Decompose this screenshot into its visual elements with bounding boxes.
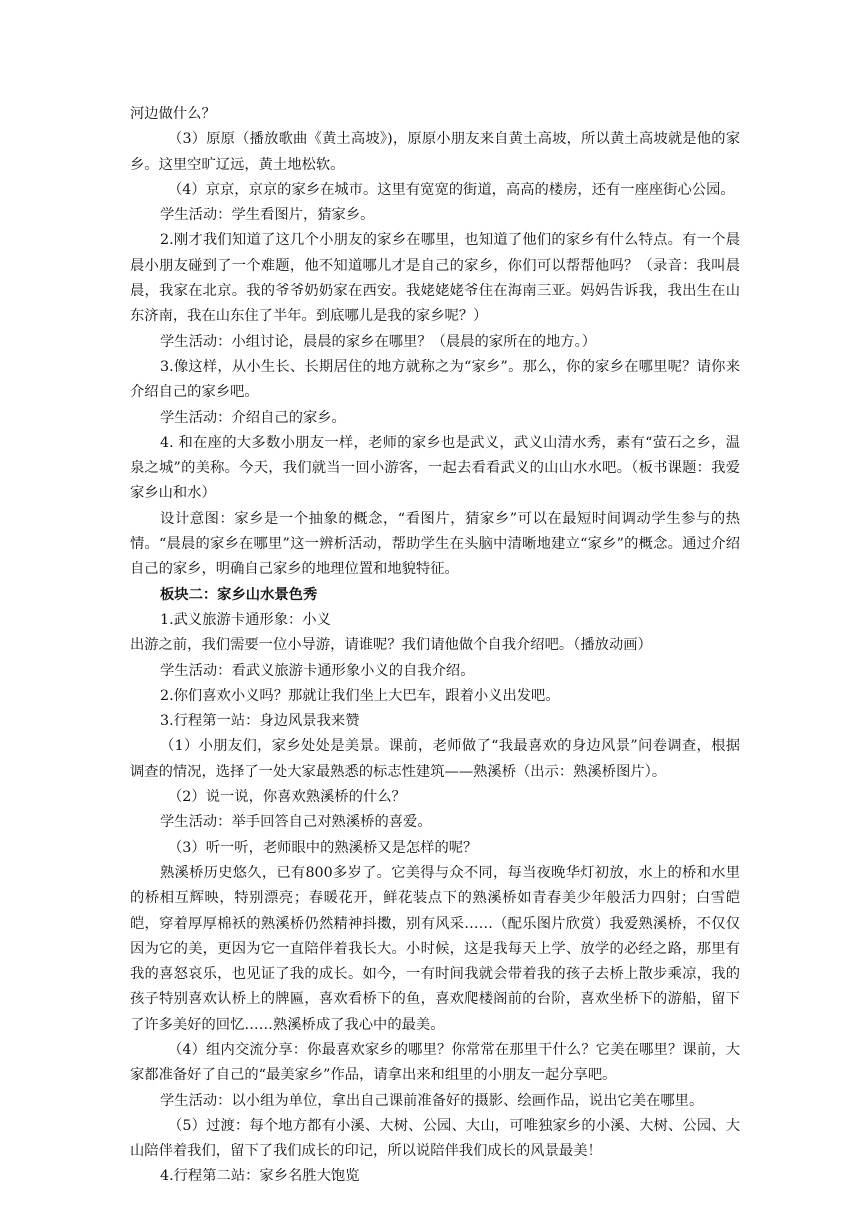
paragraph: 学生活动：小组讨论，晨晨的家乡在哪里？（晨晨的家所在的地方。） [160, 333, 597, 350]
paragraph: 学生活动：介绍自己的家乡。 [160, 409, 346, 426]
paragraph: 出游之前，我们需要一位小导游，请谁呢？我们请他做个自我介绍吧。（播放动画） [130, 637, 652, 654]
paragraph: （3）听一听，老师眼中的熟溪桥又是怎样的呢？ [168, 839, 478, 856]
paragraph: 学生活动：以小组为单位，拿出自己课前准备好的摄影、绘画作品，说出它美在哪里。 [160, 1092, 704, 1109]
paragraph: （1）小朋友们，家乡处处是美景。课前，老师做了“我最喜欢的身边风景”问卷调查，根据调查的情况，选择了一处大家最熟悉的标志性建筑——熟溪桥（出示：熟溪桥图片）。 [130, 738, 740, 780]
paragraph: （2）说一说，你喜欢熟溪桥的什么？ [168, 789, 406, 806]
paragraph: 3.行程第一站：身边风景我来赞 [160, 713, 360, 730]
paragraph: （5）过渡：每个地方都有小溪、大树、公园、大山，可唯独家乡的小溪、大树、公园、大山陪伴着我们，留下了我们成长的印记，所以说陪伴我们成长的风景最美！ [130, 1117, 740, 1160]
paragraph: （4）组内交流分享：你最喜欢家乡的哪里？你常常在那里干什么？它美在哪里？课前，大家都准备好了自己的“最美家乡”作品，请拿出来和组里的小朋友一起分享吧。 [130, 1041, 740, 1084]
paragraph: 4.行程第二站：家乡名胜大饱览 [160, 1168, 360, 1185]
paragraph: 熟溪桥历史悠久，已有800多岁了。它美得与众不同，每当夜晚华灯初放，水上的桥和水里的桥相互辉映，特别漂亮；春暖花开，鲜花装点下的熟溪桥如青春美少年般活力四射；白雪皑皑，穿着厚厚棉袄的熟溪桥仍然精神抖擞，别有风采……（配乐图片欣赏）我爱熟溪桥，不仅仅因为它的美，更因为它一直陪伴着我长大。小时候，这是我每天上学、放学的必经之路，那里有我的喜怒哀乐，也见证了我的成长。如今，一有时间我就会带着我的孩子去桥上散步乘凉，我的孩子特别喜欢认桥上的牌匾，喜欢看桥下的鱼，喜欢爬楼阁前的台阶，喜欢坐桥下的游船，留下了许多美好的回忆……熟溪桥成了我心中的最美。 [130, 864, 740, 1033]
paragraph: 1.武义旅游卡通形象：小义 [160, 611, 331, 628]
paragraph: 学生活动：学生看图片，猜家乡。 [160, 207, 375, 224]
paragraph: 4. 和在座的大多数小朋友一样，老师的家乡也是武义，武义山清水秀，素有“萤石之乡，温泉之城”的美称。今天，我们就当一回小游客，一起去看看武义的山山水水吧。（板书课题：我爱家乡山和水） [130, 434, 740, 502]
paragraph: 设计意图：家乡是一个抽象的概念，“看图片，猜家乡”可以在最短时间调动学生参与的热情。“晨晨的家乡在哪里”这一辨析活动，帮助学生在头脑中清晰地建立“家乡”的概念。通过介绍自己的家乡，明确自己家乡的地理位置和地貌特征。 [130, 510, 740, 578]
paragraph: （4）京京，京京的家乡在城市。这里有宽宽的街道，高高的楼房，还有一座座街心公园。 [168, 181, 735, 198]
paragraph: 学生活动：举手回答自己对熟溪桥的喜爱。 [160, 814, 432, 831]
paragraph: 学生活动：看武义旅游卡通形象小义的自我介绍。 [160, 662, 475, 679]
paragraph: 3.像这样，从小生长、长期居住的地方就称之为“家乡”。那么，你的家乡在哪里呢？请你来介绍自己的家乡吧。 [130, 358, 740, 401]
paragraph: （3）原原（播放歌曲《黄土高坡》)，原原小朋友来自黄土高坡，所以黄土高坡就是他的家乡。这里空旷辽远，黄土地松软。 [130, 131, 740, 173]
paragraph: 2.刚才我们知道了这几个小朋友的家乡在哪里，也知道了他们的家乡有什么特点。有一个晨晨小朋友碰到了一个难题，他不知道哪儿才是自己的家乡，你们可以帮帮他吗？（录音：我叫晨晨，我家在北京。我的爷爷奶奶家在西安。我姥姥姥爷住在海南三亚。妈妈告诉我，我出生在山东济南，我在山东住了半年。到底哪儿是我的家乡呢？） [130, 232, 740, 325]
paragraph: 2.你们喜欢小义吗？那就让我们坐上大巴车，跟着小义出发吧。 [160, 687, 560, 704]
paragraph: 河边做什么？ [130, 106, 216, 122]
section-heading: 板块二：家乡山水景色秀 [160, 586, 318, 603]
